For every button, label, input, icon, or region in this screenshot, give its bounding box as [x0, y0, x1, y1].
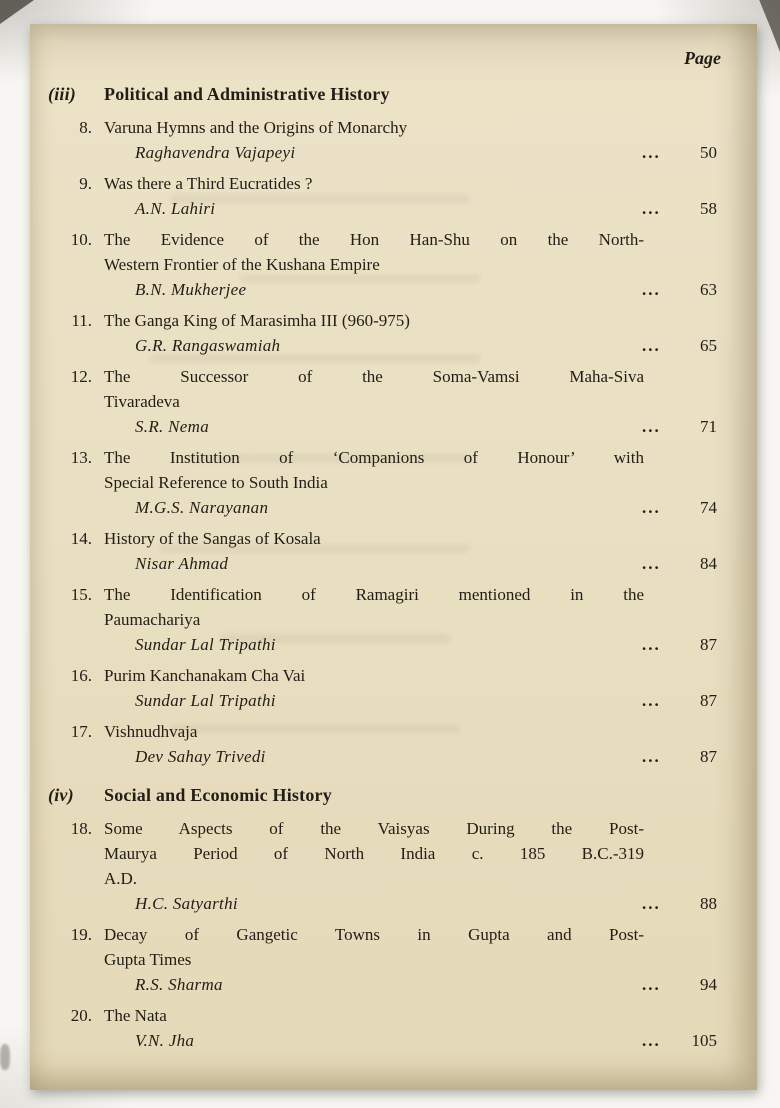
table-of-contents — [30, 82, 757, 1053]
entry-title-line: The Identification of Ramagiri mentioned in the — [104, 585, 644, 604]
entry-title — [104, 663, 644, 688]
entry-title-line: Vishnudhvaja — [104, 722, 198, 741]
entry-title-line: Special Reference to South India — [104, 473, 328, 492]
entry-number: 10. — [70, 230, 92, 249]
entry-title-line: A.D. — [104, 869, 138, 888]
entry-number: 20. — [70, 1006, 92, 1025]
entry-title-line: History of the Sangas of Kosala — [104, 529, 321, 548]
entry-page-number: 87 — [700, 691, 717, 710]
entry-title — [104, 115, 644, 140]
entry-page-number: 87 — [700, 635, 717, 654]
entry-page-number: 71 — [700, 417, 717, 436]
entry-number: 8. — [79, 118, 92, 137]
section-numeral: (iii) — [48, 84, 76, 104]
scanned-page — [30, 24, 757, 1090]
section-heading — [30, 82, 757, 107]
entry-page-number: 63 — [700, 280, 717, 299]
toc-entry — [30, 719, 757, 769]
scan-artifact-top-left — [0, 0, 34, 24]
entry-page-number: 94 — [700, 975, 717, 994]
entry-author-row — [30, 891, 757, 916]
toc-section — [30, 783, 757, 1053]
entry-author-row — [30, 688, 757, 713]
entry-title-line: The Nata — [104, 1006, 167, 1025]
toc-entry — [30, 171, 757, 221]
entry-page-number: 58 — [700, 199, 717, 218]
entry-title-row — [30, 364, 757, 414]
entry-author-row — [30, 414, 757, 439]
dots-leader: ... — [642, 635, 661, 654]
entry-title-line: The Evidence of the Hon Han-Shu on the North- — [104, 230, 644, 249]
entry-page-number: 65 — [700, 336, 717, 355]
entry-title-row — [30, 582, 757, 632]
entry-number: 18. — [70, 819, 92, 838]
entry-page-number: 84 — [700, 554, 717, 573]
entry-title — [104, 719, 644, 744]
entry-title-row — [30, 445, 757, 495]
entry-author-row — [30, 1028, 757, 1053]
entry-title-row — [30, 922, 757, 972]
entry-author-row — [30, 551, 757, 576]
toc-entry — [30, 227, 757, 302]
section-title: Political and Administrative History — [104, 84, 390, 104]
page-column-header: Page — [684, 48, 721, 68]
entry-title-line: Decay of Gangetic Towns in Gupta and Post- — [104, 925, 644, 944]
toc-entry — [30, 364, 757, 439]
entry-title-line: Purim Kanchanakam Cha Vai — [104, 666, 306, 685]
entry-title-row — [30, 1003, 757, 1028]
toc-entry — [30, 115, 757, 165]
toc-entry — [30, 526, 757, 576]
entry-title-row — [30, 526, 757, 551]
entry-title — [104, 1003, 644, 1028]
entry-author-row — [30, 744, 757, 769]
toc-entry — [30, 582, 757, 657]
toc-entry — [30, 308, 757, 358]
entry-title-row — [30, 719, 757, 744]
entry-author: G.R. Rangaswamiah — [135, 336, 281, 355]
entry-number: 13. — [70, 448, 92, 467]
entry-author-row — [30, 333, 757, 358]
entry-author: S.R. Nema — [135, 417, 209, 436]
entry-number: 12. — [70, 367, 92, 386]
section-heading — [30, 783, 757, 808]
entry-author: Sundar Lal Tripathi — [135, 691, 276, 710]
entry-author: V.N. Jha — [135, 1031, 195, 1050]
entry-title — [104, 582, 644, 632]
entry-author: Nisar Ahmad — [135, 554, 229, 573]
entry-title — [104, 308, 644, 333]
dots-leader: ... — [642, 199, 661, 218]
entry-author: Dev Sahay Trivedi — [135, 747, 266, 766]
entry-author-row — [30, 277, 757, 302]
entry-page-number: 50 — [700, 143, 717, 162]
toc-entry — [30, 663, 757, 713]
entry-title-line: Maurya Period of North India c. 185 B.C.-319 — [104, 844, 644, 863]
scan-artifact-top-right — [754, 0, 780, 52]
entry-author-row — [30, 196, 757, 221]
entry-author: Raghavendra Vajapeyi — [135, 143, 296, 162]
entry-title-row — [30, 171, 757, 196]
entry-author: H.C. Satyarthi — [135, 894, 238, 913]
entry-number: 9. — [79, 174, 92, 193]
entry-page-number: 88 — [700, 894, 717, 913]
dots-leader: ... — [642, 498, 661, 517]
entry-author-row — [30, 972, 757, 997]
section-entries — [30, 115, 757, 769]
entry-author-row — [30, 140, 757, 165]
entry-author-row — [30, 632, 757, 657]
toc-section — [30, 82, 757, 769]
entry-title — [104, 227, 644, 277]
entry-title — [104, 922, 644, 972]
entry-author: M.G.S. Narayanan — [135, 498, 269, 517]
entry-title — [104, 171, 644, 196]
entry-number: 17. — [70, 722, 92, 741]
entry-title-line: The Ganga King of Marasimha III (960-975) — [104, 311, 410, 330]
entry-title-line: The Successor of the Soma-Vamsi Maha-Siva — [104, 367, 644, 386]
entry-title-line: Tivaradeva — [104, 392, 180, 411]
dots-leader: ... — [642, 417, 661, 436]
dots-leader: ... — [642, 747, 661, 766]
entry-page-number: 87 — [700, 747, 717, 766]
section-entries — [30, 816, 757, 1053]
entry-number: 14. — [70, 529, 92, 548]
entry-title-line: Gupta Times — [104, 950, 192, 969]
entry-page-number: 105 — [691, 1031, 717, 1050]
dots-leader: ... — [642, 554, 661, 573]
entry-number: 11. — [71, 311, 92, 330]
dots-leader: ... — [642, 280, 661, 299]
entry-title-row — [30, 663, 757, 688]
entry-title-line: Varuna Hymns and the Origins of Monarchy — [104, 118, 408, 137]
entry-title-row — [30, 816, 757, 891]
entry-title-line: Was there a Third Eucratides ? — [104, 174, 313, 193]
entry-title-line: The Institution of ‘Companions of Honour’ with — [104, 448, 644, 467]
section-title: Social and Economic History — [104, 785, 332, 805]
entry-author: B.N. Mukherjee — [135, 280, 247, 299]
entry-title — [104, 445, 644, 495]
toc-entry — [30, 445, 757, 520]
entry-page-number: 74 — [700, 498, 717, 517]
entry-title-row — [30, 308, 757, 333]
entry-number: 15. — [70, 585, 92, 604]
dots-leader: ... — [642, 1031, 661, 1050]
entry-title-line: Western Frontier of the Kushana Empire — [104, 255, 380, 274]
entry-title-line: Some Aspects of the Vaisyas During the Post- — [104, 819, 644, 838]
dots-leader: ... — [642, 975, 661, 994]
entry-title — [104, 816, 644, 891]
entry-author-row — [30, 495, 757, 520]
entry-title — [104, 364, 644, 414]
scan-artifact-bottom-left — [0, 1044, 10, 1070]
toc-entry — [30, 816, 757, 916]
entry-title-row — [30, 227, 757, 277]
section-numeral: (iv) — [48, 785, 74, 805]
entry-author: Sundar Lal Tripathi — [135, 635, 276, 654]
dots-leader: ... — [642, 691, 661, 710]
dots-leader: ... — [642, 336, 661, 355]
entry-title-row — [30, 115, 757, 140]
entry-author: R.S. Sharma — [135, 975, 223, 994]
entry-number: 16. — [70, 666, 92, 685]
entry-number: 19. — [70, 925, 92, 944]
entry-title — [104, 526, 644, 551]
entry-author: A.N. Lahiri — [135, 199, 216, 218]
toc-entry — [30, 922, 757, 997]
entry-title-line: Paumachariya — [104, 610, 201, 629]
dots-leader: ... — [642, 143, 661, 162]
dots-leader: ... — [642, 894, 661, 913]
toc-entry — [30, 1003, 757, 1053]
